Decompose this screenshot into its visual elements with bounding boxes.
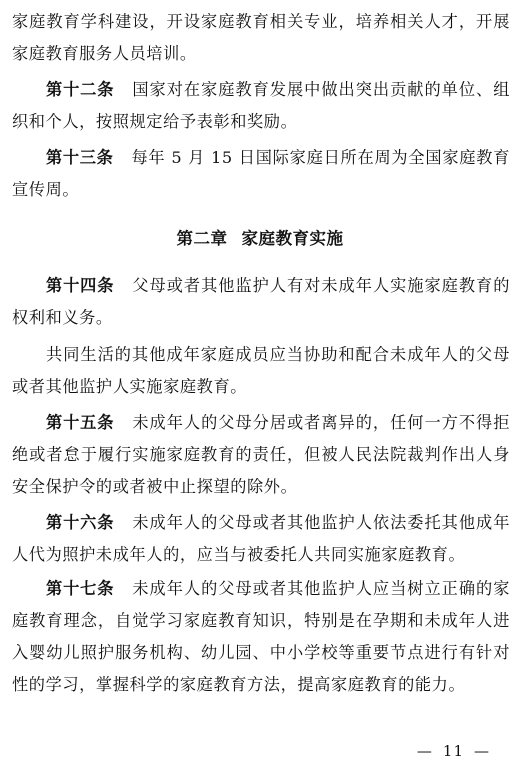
article-17 (12, 573, 510, 701)
page-number: — 11 — (416, 742, 490, 760)
chapter-title: 家庭教育实施 (241, 229, 344, 248)
article-text: 父母或者其他监护人有对未成年人实施家庭教育的权利和义务。 (12, 276, 511, 327)
article-14-paragraph-2 (12, 339, 510, 403)
article-14 (12, 270, 510, 334)
article-label: 第十四条 (46, 276, 115, 295)
article-15 (12, 407, 510, 503)
continuation-text: 家庭教育学科建设，开设家庭教育相关专业，培养相关人才，开展家庭教育服务人员培训。 (12, 12, 510, 63)
article-text: 未成年人的父母分居或者离异的，任何一方不得拒绝或者怠于履行实施家庭教育的责任，但被人民法院裁判作出人身安全保护令的或者被中止探望的除外。 (12, 413, 511, 496)
chapter-number: 第二章 (176, 229, 228, 248)
article-label: 第十六条 (46, 513, 115, 532)
article-label: 第十五条 (46, 413, 115, 432)
article-label: 第十七条 (46, 579, 115, 598)
article-text: 每年 5 月 15 日国际家庭日所在周为全国家庭教育宣传周。 (12, 148, 511, 199)
page-number-value: 11 (442, 742, 464, 760)
article-label: 第十三条 (46, 148, 114, 167)
article-12 (12, 74, 510, 138)
article-text: 国家对在家庭教育发展中做出突出贡献的单位、组织和个人，按照规定给予表彰和奖励。 (12, 80, 511, 131)
chapter-heading (0, 223, 520, 255)
article-16 (12, 507, 510, 571)
article-text: 共同生活的其他成年家庭成员应当协助和配合未成年人的父母或者其他监护人实施家庭教育。 (12, 345, 510, 396)
continuation-paragraph (12, 6, 510, 70)
article-13 (12, 142, 510, 206)
article-text: 未成年人的父母或者其他监护人依法委托其他成年人代为照护未成年人的，应当与被委托人共同实施家庭教育。 (12, 513, 511, 564)
article-text: 未成年人的父母或者其他监护人应当树立正确的家庭教育理念，自觉学习家庭教育知识，特别是在孕期和未成年人进入婴幼儿照护服务机构、幼儿园、中小学校等重要节点进行有针对性的学习，掌握科学的家庭教育方法，提高家庭教育的能力。 (12, 579, 511, 694)
article-label: 第十二条 (46, 80, 115, 99)
